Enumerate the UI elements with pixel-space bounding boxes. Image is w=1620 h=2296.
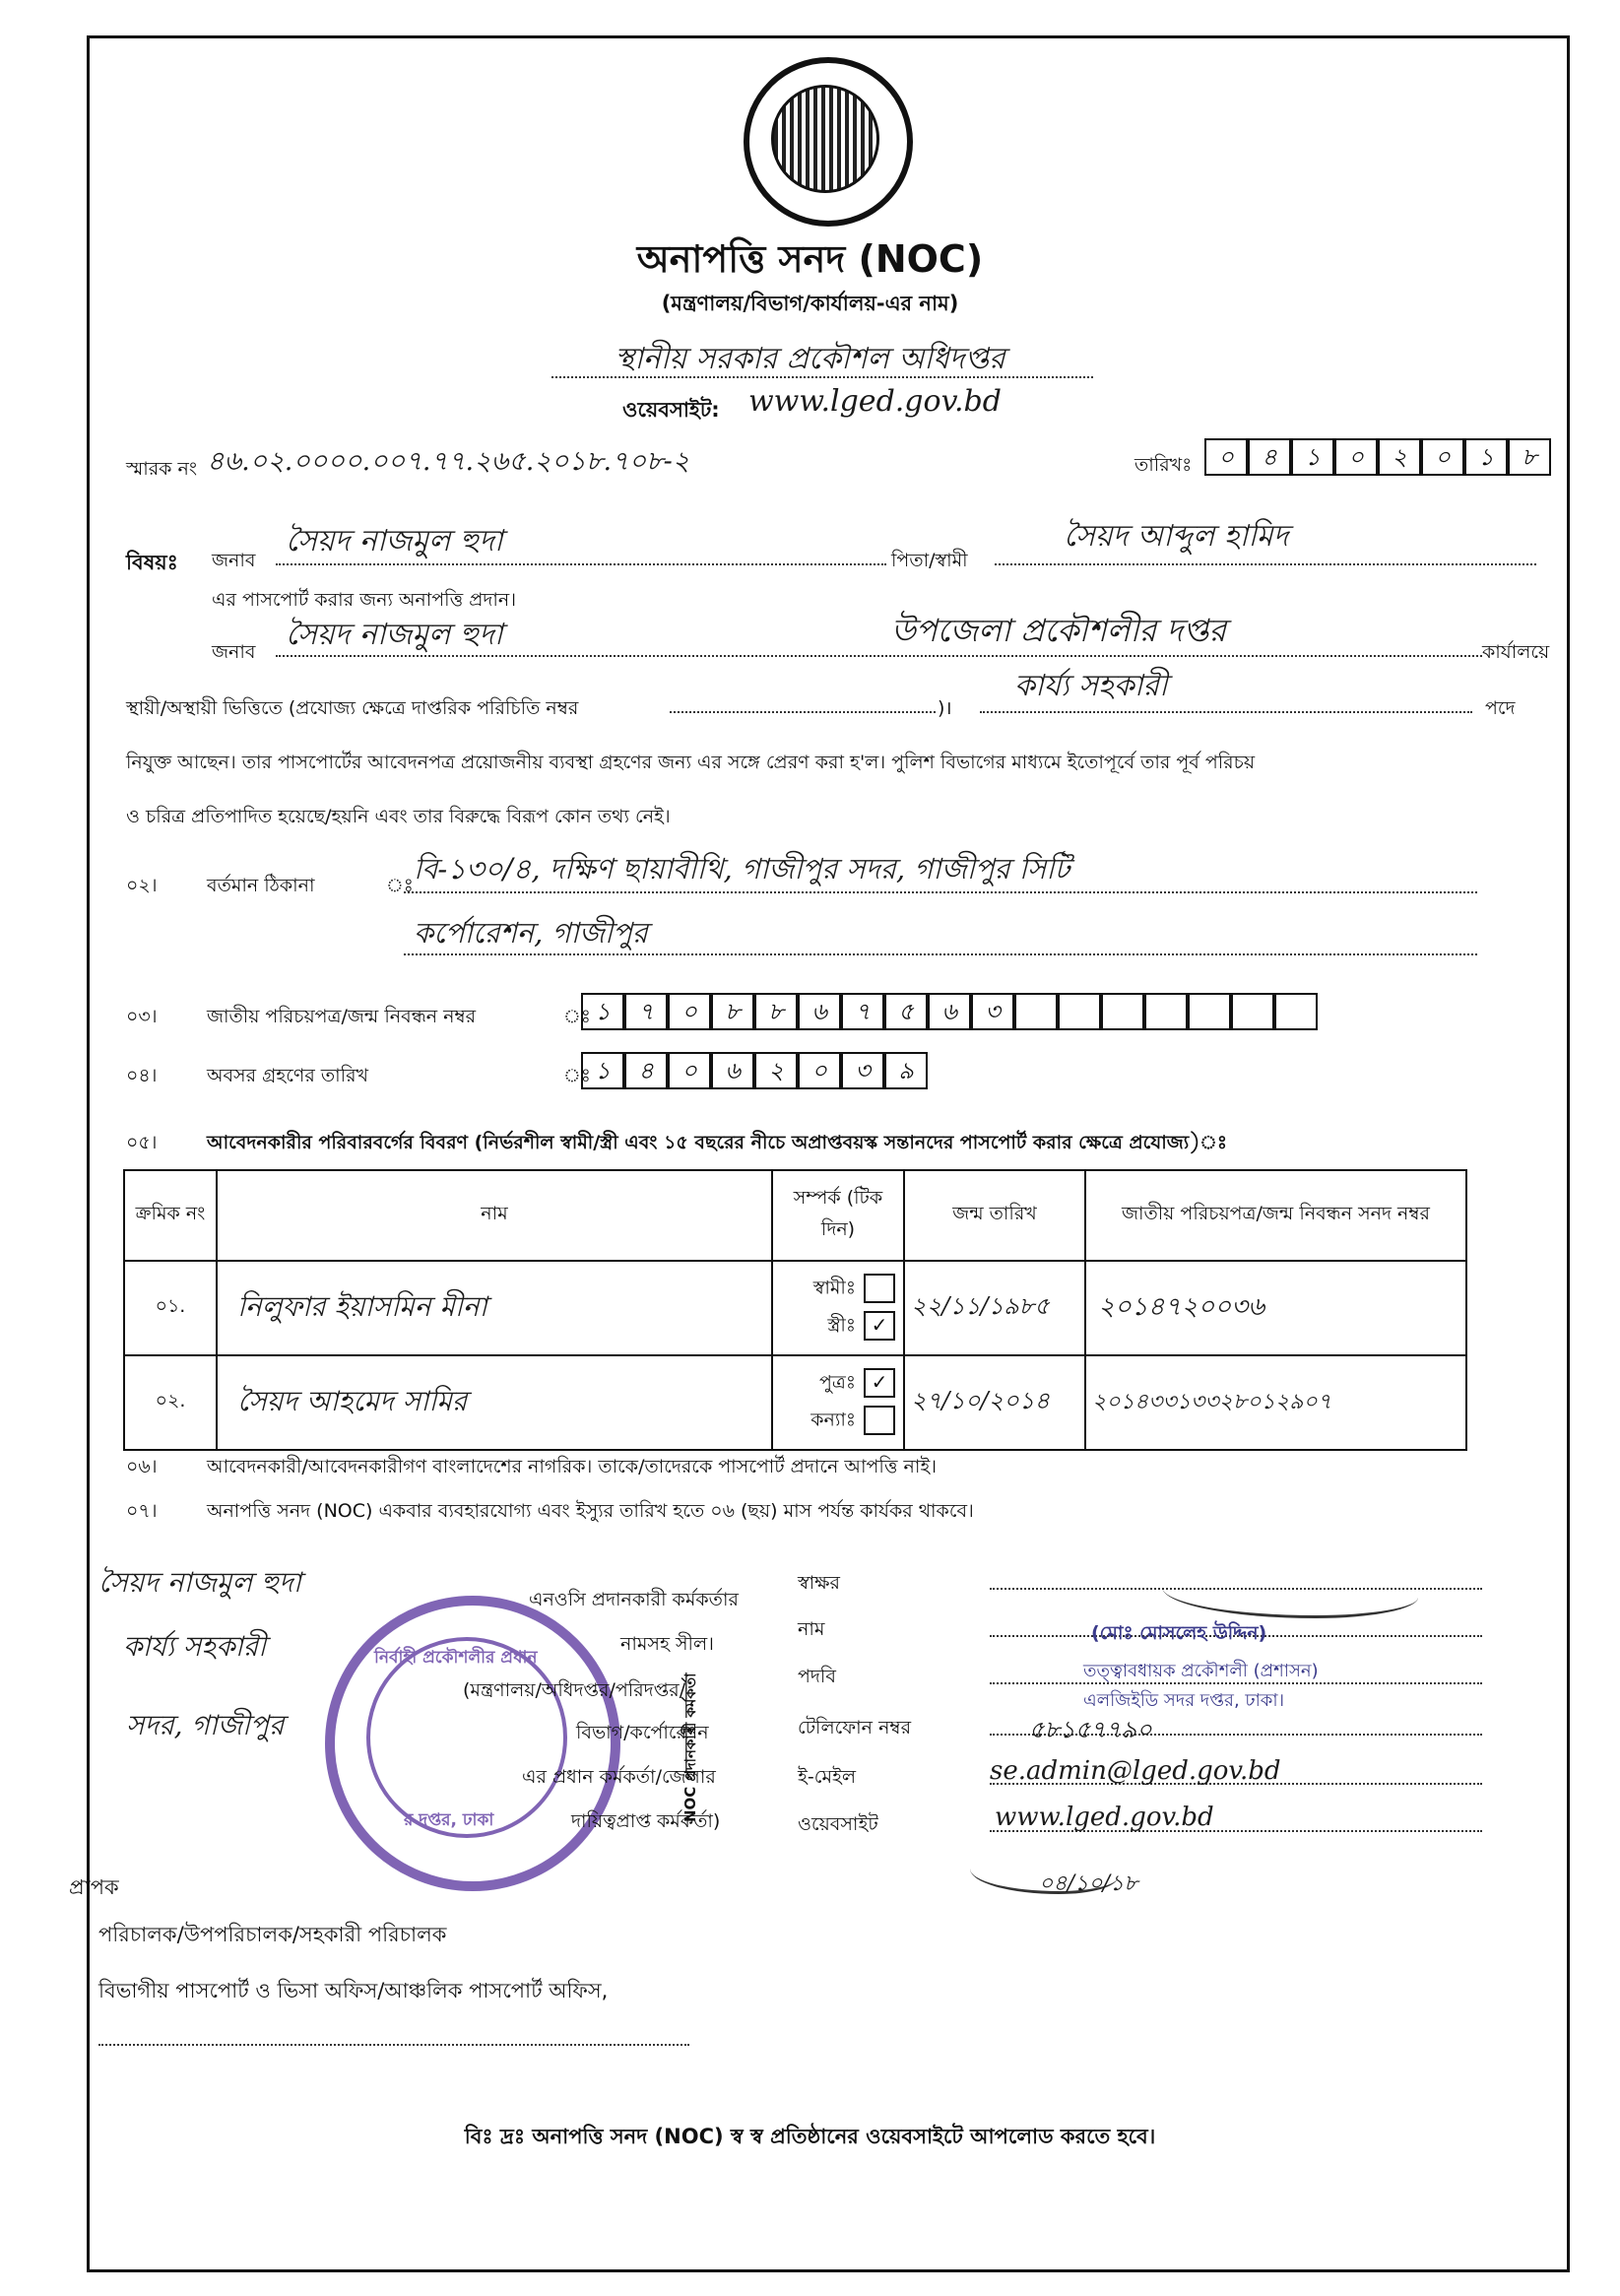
note-07: অনাপত্তি সনদ (NOC) একবার ব্যবহারযোগ্য এবং ইস্যুর তারিখ হতে ০৬ (ছয়) মাস পর্যন্ত কার্যকর থাকবে। xyxy=(207,1500,974,1522)
digit-box: ৫ xyxy=(884,993,928,1030)
website-label: ওয়েবসাইট: xyxy=(622,398,720,422)
officer-block-1: এনওসি প্রদানকারী কর্মকর্তার xyxy=(529,1589,739,1610)
janab-label-2: জনাব xyxy=(212,641,256,663)
digit-box: ০ xyxy=(668,1052,711,1089)
post-suffix: পদে xyxy=(1485,697,1516,719)
designation-line xyxy=(980,711,1472,713)
footer-note: বিঃ দ্রঃ অনাপত্তি সনদ (NOC) স্ব স্ব প্রতিষ্ঠানের ওয়েবসাইটে আপলোড করতে হবে। xyxy=(464,2125,1156,2148)
digit-box: ১ xyxy=(581,993,624,1030)
memo-number: ৪৬.০২.০০০০.০০৭.৭৭.২৬৫.২০১৮.৭০৮-২ xyxy=(207,446,690,477)
left-handwriting-1: সৈয়দ নাজমুল হুদা xyxy=(98,1566,301,1599)
nid-colon: ঃ xyxy=(563,1006,591,1027)
item-05-number: ০৫। xyxy=(126,1132,158,1153)
relation-a-label: পুত্রঃ xyxy=(819,1371,856,1393)
officer-block-3: (মন্ত্রণালয়/অধিদপ্তর/পরিদপ্তর/ xyxy=(463,1679,686,1701)
name-label: নাম xyxy=(798,1618,825,1640)
item-04-number: ০৪। xyxy=(126,1065,158,1086)
date-label: তারিখঃ xyxy=(1134,454,1193,476)
col-serial: ক্রমিক নং xyxy=(124,1170,217,1261)
designation-label: পদবি xyxy=(798,1666,836,1687)
recipient-line-2: বিভাগীয় পাসপোর্ট ও ভিসা অফিস/আঞ্চলিক পাসপোর্ট অফিস, xyxy=(98,1979,609,2002)
digit-box: ২ xyxy=(754,1052,798,1089)
address-line1: বি-১৩০/৪, দক্ষিণ ছায়াবীথি, গাজীপুর সদর, গাজীপুর সিটি xyxy=(414,852,1070,886)
digit-box: ৬ xyxy=(798,993,841,1030)
col-id: জাতীয় পরিচয়পত্র/জন্ম নিবন্ধন সনদ নম্বর xyxy=(1085,1170,1466,1261)
digit-box: ০ xyxy=(1204,438,1248,476)
digit-box: ০ xyxy=(1421,438,1464,476)
subject-line2: এর পাসপোর্ট করার জন্য অনাপত্তি প্রদান। xyxy=(212,589,517,611)
recipient-line-1: পরিচালক/উপপরিচালক/সহকারী পরিচালক xyxy=(98,1923,447,1946)
digit-box xyxy=(1274,993,1318,1030)
phone-label: টেলিফোন নম্বর xyxy=(798,1717,912,1738)
row-dob: ২৭/১০/২০১৪ xyxy=(904,1355,1085,1450)
officer-block-2: নামসহ সীল। xyxy=(620,1633,714,1655)
basis-line xyxy=(670,711,936,713)
digit-box: ৩ xyxy=(971,993,1014,1030)
row-name: সৈয়দ আহমেদ সামির xyxy=(217,1355,772,1450)
row-id: ২০১৪৩৩১৩৩২৮০১২৯০৭ xyxy=(1085,1355,1466,1450)
officer-designation: তত্ত্বাবধায়ক প্রকৌশলী (প্রশাসন) xyxy=(1083,1661,1319,1681)
address-dots-1 xyxy=(404,891,1477,893)
relation-b-label: কন্যাঃ xyxy=(810,1409,856,1431)
row-serial: ০১. xyxy=(124,1261,217,1355)
relation-a-checkbox[interactable] xyxy=(864,1274,895,1303)
digit-box: ৮ xyxy=(1508,438,1551,476)
digit-box: ০ xyxy=(668,993,711,1030)
digit-box: ০ xyxy=(1334,438,1378,476)
digit-box: ২ xyxy=(1378,438,1421,476)
relation-b-checkbox[interactable]: ✓ xyxy=(864,1311,895,1341)
item-06-number: ০৬। xyxy=(126,1456,158,1477)
janab-label: জনাব xyxy=(212,550,256,571)
digit-box: ১ xyxy=(1464,438,1508,476)
basis-close: )। xyxy=(938,697,952,719)
page-subtitle: (মন্ত্রণালয়/বিভাগ/কার্যালয়-এর নাম) xyxy=(661,292,959,315)
father-name: সৈয়দ আব্দুল হামিদ xyxy=(1064,519,1289,554)
digit-box xyxy=(1101,993,1144,1030)
digit-box xyxy=(1014,993,1058,1030)
row-relation xyxy=(772,1261,904,1355)
officer-name: (মোঃ মোসলেহ উদ্দিন) xyxy=(1091,1622,1267,1644)
digit-box: ৮ xyxy=(754,993,798,1030)
officer-block-6: দায়িত্বপ্রাপ্ত কর্মকর্তা) xyxy=(571,1810,721,1832)
recipient-dots xyxy=(98,2044,689,2046)
officer-email: se.admin@lged.gov.bd xyxy=(990,1756,1281,1786)
father-dotted-line xyxy=(995,563,1536,565)
digit-box xyxy=(1058,993,1101,1030)
digit-box: ১ xyxy=(1291,438,1334,476)
relation-b-checkbox[interactable] xyxy=(864,1406,895,1435)
relation-a-checkbox[interactable]: ✓ xyxy=(864,1368,895,1398)
note-06: আবেদনকারী/আবেদনকারীগণ বাংলাদেশের নাগরিক। তাকে/তাদেরকে পাসপোর্ট প্রদানে আপত্তি নাই। xyxy=(207,1456,938,1477)
office-dotted-line xyxy=(551,376,1093,378)
applicant-office: উপজেলা প্রকৌশলীর দপ্তর xyxy=(891,612,1227,649)
recipient-label: প্রাপক xyxy=(69,1875,119,1899)
digit-box: ৭ xyxy=(624,993,668,1030)
family-table xyxy=(123,1169,1467,1451)
row-id: ২০১৪৭২০০৩৬ xyxy=(1085,1261,1466,1355)
item-02-number: ০২। xyxy=(126,875,158,896)
officer-phone: ৫৮১৫৭৭৯০ xyxy=(1029,1716,1152,1743)
office-suffix: কার্যালয়ে xyxy=(1482,641,1550,663)
row-name: নিলুফার ইয়াসমিন মীনা xyxy=(217,1261,772,1355)
relation-a-label: স্বামীঃ xyxy=(812,1277,856,1298)
digit-box xyxy=(1188,993,1231,1030)
subject-label: বিষয়ঃ xyxy=(126,551,178,574)
table-row xyxy=(124,1355,1466,1450)
basis-text: স্থায়ী/অস্থায়ী ভিত্তিতে (প্রযোজ্য ক্ষেত্রে দাপ্তরিক পরিচিতি নম্বর xyxy=(126,697,579,719)
page-title: অনাপত্তি সনদ (NOC) xyxy=(636,237,984,281)
officer-website: www.lged.gov.bd xyxy=(995,1803,1214,1832)
seal-emblem xyxy=(771,85,879,193)
website-label-2: ওয়েবসাইট xyxy=(798,1813,878,1835)
sign-date: ০৪/১০/১৮ xyxy=(1039,1871,1138,1896)
digit-box: ৯ xyxy=(884,1052,928,1089)
digit-box xyxy=(1231,993,1274,1030)
address-colon: ঃ xyxy=(386,875,414,896)
office-name: স্থানীয় সরকার প্রকৌশল অধিদপ্তর xyxy=(615,342,1005,376)
item-03-number: ০৩। xyxy=(126,1006,158,1027)
row-serial: ০২. xyxy=(124,1355,217,1450)
family-label: আবেদনকারীর পরিবারবর্গের বিবরণ (নির্ভরশীল স্বামী/স্ত্রী এবং ১৫ বছরের নীচে অপ্রাপ্তবয়স্ক সন্তানদের পাসপোর্ট করার ক্ষেত্রে প্রযোজ্য)ঃ xyxy=(207,1132,1228,1153)
digit-box: ০ xyxy=(798,1052,841,1089)
left-handwriting-3: সদর, গাজীপুর xyxy=(126,1709,285,1741)
sign-label: স্বাক্ষর xyxy=(798,1572,840,1594)
address-line2: কর্পোরেশন, গাজীপুর xyxy=(414,916,648,950)
website-value: www.lged.gov.bd xyxy=(748,384,1002,419)
digit-box: ৩ xyxy=(841,1052,884,1089)
digit-box: ১ xyxy=(581,1052,624,1089)
row-dob: ২২/১১/১৯৮৫ xyxy=(904,1261,1085,1355)
item-07-number: ০৭। xyxy=(126,1500,158,1522)
digit-box xyxy=(1144,993,1188,1030)
office-line xyxy=(276,655,1482,657)
memo-label: স্মারক নং xyxy=(126,458,198,480)
government-seal xyxy=(744,57,913,227)
father-label: পিতা/স্বামী xyxy=(891,550,968,571)
paragraph-1: নিযুক্ত আছেন। তার পাসপোর্টের আবেদনপত্র প্রয়োজনীয় ব্যবস্থা গ্রহণের জন্য এর সঙ্গে প্রেরণ করা হ'ল। পুলিশ বিভাগের মাধ্যমে ইতোপূর্বে তার পূর্ব পরিচয় xyxy=(126,752,1256,773)
retire-colon: ঃ xyxy=(563,1065,591,1086)
address-dots-2 xyxy=(404,953,1477,955)
digit-box: ৪ xyxy=(1248,438,1291,476)
family-table-header xyxy=(124,1170,1466,1261)
paragraph-2: ও চরিত্র প্রতিপাদিত হয়েছে/হয়নি এবং তার বিরুদ্ধে বিরূপ কোন তথ্য নেই। xyxy=(126,806,671,827)
applicant-name-2: সৈয়দ নাজমুল হুদা xyxy=(286,618,503,652)
officer-office: এলজিইডি সদর দপ্তর, ঢাকা। xyxy=(1083,1690,1285,1711)
applicant-name: সৈয়দ নাজমুল হুদা xyxy=(286,524,503,558)
digit-box: ৬ xyxy=(711,1052,754,1089)
retire-label: অবসর গ্রহণের তারিখ xyxy=(207,1065,369,1086)
col-name: নাম xyxy=(217,1170,772,1261)
digit-box: ৭ xyxy=(841,993,884,1030)
noc-vertical-label: NOC প্রদানকারী কর্মকর্তা xyxy=(681,1673,699,1822)
left-handwriting-2: কার্য্য সহকারী xyxy=(123,1630,267,1663)
name-dotted-line xyxy=(276,563,886,565)
relation-b-label: স্ত্রীঃ xyxy=(827,1314,856,1337)
designation: কার্য্য সহকারী xyxy=(1014,669,1168,703)
stamp-text-bottom: র দপ্তর, ঢাকা xyxy=(404,1810,494,1830)
col-dob: জন্ম তারিখ xyxy=(904,1170,1085,1261)
address-label: বর্তমান ঠিকানা xyxy=(207,875,315,896)
col-relation: সম্পর্ক (টিক দিন) xyxy=(772,1170,904,1261)
stamp-text-top: নির্বাহী প্রকৌশলীর প্রধান xyxy=(374,1648,538,1668)
nid-label: জাতীয় পরিচয়পত্র/জন্ম নিবন্ধন নম্বর xyxy=(207,1006,477,1027)
email-label: ই-মেইল xyxy=(798,1766,857,1788)
digit-box: ৪ xyxy=(624,1052,668,1089)
officer-block-5: এর প্রধান কর্মকর্তা/জেলার xyxy=(522,1766,716,1788)
digit-box: ৬ xyxy=(928,993,971,1030)
digit-box: ৮ xyxy=(711,993,754,1030)
officer-block-4: বিভাগ/কর্পোরেশন xyxy=(576,1722,709,1743)
table-row xyxy=(124,1261,1466,1355)
row-relation xyxy=(772,1355,904,1450)
